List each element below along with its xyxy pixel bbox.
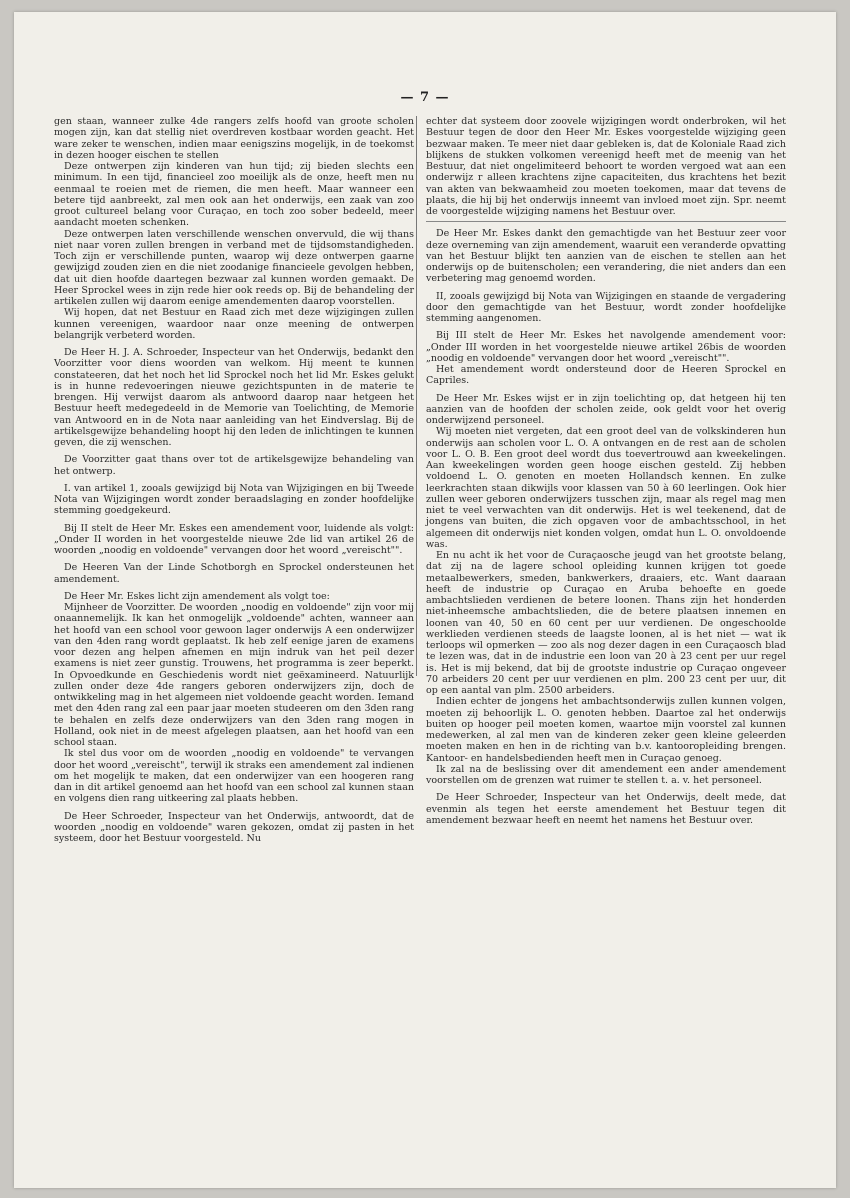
paragraph: De Heer Mr. Eskes wijst er in zijn toelichting op, dat hetgeen hij ten aanzien van de hoofden der scholen zeide, ook geldt voor het overig onderwijzend personeel.	[426, 392, 786, 426]
paragraph: Indien echter de jongens het ambachtsonderwijs zullen kunnen volgen, moeten zij behoorlijk L. O. genoten hebben. Daartoe zal het onderwijs buiten op hooger peil moeten komen, waartoe mijn voorstel zal kunnen medewerken, al zal men van de kinderen zeker geen kleine geleerden moeten maken en hen in de richting van b.v. kantooropleiding brengen. Kantoor- en handelsbedienden heeft men in Curaçao genoeg.	[426, 696, 786, 764]
paragraph: Deze ontwerpen laten verschillende wenschen onvervuld, die wij thans niet naar voren zullen brengen in verband met de tijdsomstandigheden. Toch zijn er verschillende punten, waarop wij deze ontwerpen gaarne gewijzigd zouden zien en die niet zoodanige financieele gevolgen hebben, dat uit dien hoofde daartegen bezwaar zal kunnen worden gemaakt. De Heer Sprockel wees in zijn rede hier ook reeds op. Bij de behandeling der artikelen zullen wij daarom eenige amendementen daarop voorstellen.	[54, 228, 414, 307]
page-number: — 7 —	[400, 90, 450, 105]
paragraph: Het amendement wordt ondersteund door de Heeren Sprockel en Capriles.	[426, 364, 786, 387]
left-column	[54, 116, 414, 844]
paragraph: En nu acht ik het voor de Curaçaosche jeugd van het grootste belang, dat zij na de lagere school opleiding kunnen krijgen tot goede metaalbewerkers, smeden, bankwerkers, draaiers, etc. Want daaraan heeft de industrie op Curaçao en Aruba behoefte en goede ambachtslieden verdienen de betere loonen. Thans zijn het honderden niet-inheemsche ambachtslieden, die de betere plaatsen innemen en loonen van 40, 50 en 60 cent per uur verdienen. De ongeschoolde werklieden verdienen steeds de laagste loonen, al is het niet — wat ik terloops wil opmerken — zoo als nog dezer dagen in een Curaçaosch blad te lezen was, dat in de industrie een loon van 20 à 23 cent per uur regel is. Het is mij bekend, dat bij de grootste industrie op Curaçao ongeveer 70 arbeiders 20 cent per uur verdienen en plm. 200 23 cent per uur, dit op een aantal van plm. 2500 arbeiders.	[426, 550, 786, 696]
paragraph: Bij II stelt de Heer Mr. Eskes een amendement voor, luidende als volgt: „Onder II worden in het voorgestelde nieuwe 2de lid van artikel 26 de woorden „noodig en voldoende" vervangen door het woord „vereischt"".	[54, 522, 414, 556]
paragraph: Mijnheer de Voorzitter. De woorden „noodig en voldoende" zijn voor mij onaannemelijk. Ik kan het onmogelijk „voldoende" achten, wanneer aan het hoofd van een school voor gewoon lager onderwijs A een onderwijzer van den 4den rang wordt geplaatst. Ik heb zelf eenige jaren de examens voor dezen ang helpen afnemen en mijn indruk van het peil dezer examens is niet zeer gunstig. Trouwens, het programma is zeer beperkt. In Opvoedkunde en Geschiedenis wordt niet geëxamineerd. Natuurlijk zullen onder deze 4de rangers geboren onderwijzers zijn, doch de ontwikkeling mag in het algemeen niet voldoende geacht worden. Iemand met den 4den rang zal een paar jaar moeten studeeren om den 3den rang te behalen en zelfs deze onderwijzers van den 3den rang mogen in Holland, ook niet in de meest afgelegen plaatsen, aan het hoofd van een school staan.	[54, 602, 414, 748]
paragraph: Deze ontwerpen zijn kinderen van hun tijd; zij bieden slechts een minimum. In een tijd, financieel zoo moeilijk als de onze, heeft men nu eenmaal te roeien met de riemen, die men heeft. Maar wanneer een betere tijd aanbreekt, zal men ook aan het onderwijs, een zaak van zoo groot cultureel belang voor Curaçao, en toch zoo sober bedeeld, meer aandacht moeten schenken.	[54, 161, 414, 229]
paragraph: Wij hopen, dat net Bestuur en Raad zich met deze wijzigingen zullen kunnen vereenigen, waardoor naar onze meening de ontwerpen belangrijk verbeterd worden.	[54, 307, 414, 341]
paragraph: De Heer Schroeder, Inspecteur van het Onderwijs, deelt mede, dat evenmin als tegen het eerste amendement het Bestuur tegen dit amendement bezwaar heeft en neemt het namens het Bestuur over.	[426, 792, 786, 826]
paragraph: De Heer Mr. Eskes dankt den gemachtigde van het Bestuur zeer voor deze overneming van zijn amendement, waaruit een veranderde opvatting van het Bestuur blijkt ten aanzien van de eischen te stellen aan het onderwijs op de buitenscholen; een verandering, die niet anders dan een verbetering mag genoemd worden.	[426, 228, 786, 285]
section-rule	[426, 221, 786, 222]
paragraph: De Heer H. J. A. Schroeder, Inspecteur van het Onderwijs, bedankt den Voorzitter voor diens woorden van welkom. Hij meent te kunnen constateeren, dat het noch het lid Sprockel noch het lid Mr. Eskes gelukt is in hunne redevoeringen nieuwe gezichtspunten in de materie te brengen. Hij verwijst daarom als antwoord daarop naar hetgeen het Bestuur heeft medegedeeld in de Memorie van Toelichting, de Memorie van Antwoord en in de Nota naar aanleiding van het Eindverslag. Bij de artikelsgewijze behandeling hoopt hij den leden de inlichtingen te kunnen geven, die zij wenschen.	[54, 347, 414, 448]
paragraph: Ik stel dus voor om de woorden „noodig en voldoende" te vervangen door het woord „vereischt", terwijl ik straks een amendement zal indienen om het mogelijk te maken, dat een onderwijzer van een hoogeren rang dan in dit artikel genoemd aan het hoofd van een school zal kunnen staan en volgens dien rang uitkeering zal plaats hebben.	[54, 748, 414, 805]
paragraph: Wij moeten niet vergeten, dat een groot deel van de volkskinderen hun onderwijs aan scholen voor L. O. A ontvangen en de rest aan de scholen voor L. O. B. Een groot deel wordt dus toevertrouwd aan kweekelingen. Aan kweekelingen worden geen hooge eischen gesteld. Zij hebben voldoend L. O. genoten en moeten Hollandsch kennen. En zulke leerkrachten staan dikwijls voor klassen van 50 à 60 leerlingen. Ook hier zullen weer geboren onderwijzers tusschen zijn, maar als regel mag men niet te veel verwachten van dit onderwijs. Het is wel teekenend, dat de jongens van buiten, die zich opgaven voor de ambachtsschool, in het algemeen dit onderwijs niet konden volgen, omdat hun L. O. onvoldoende was.	[426, 426, 786, 550]
right-column	[426, 116, 786, 826]
paragraph: I. van artikel 1, zooals gewijzigd bij Nota van Wijzigingen en bij Tweede Nota van Wijzigingen wordt zonder beraadslaging en zonder hoofdelijke stemming goedgekeurd.	[54, 482, 414, 517]
paragraph: De Heer Mr. Eskes licht zijn amendement als volgt toe:	[64, 590, 330, 602]
column-divider	[416, 116, 417, 676]
paragraph: Ik zal na de beslissing over dit amendement een ander amendement voorstellen om de grenzen wat ruimer te stellen t. a. v. het personeel.	[426, 763, 786, 786]
paragraph: Bij III stelt de Heer Mr. Eskes het navolgende amendement voor: „Onder III worden in het voorgestelde nieuwe artikel 26bis de woorden „noodig en voldoende" vervangen door het woord „vereischt"".	[426, 330, 786, 364]
document-page	[14, 12, 836, 1188]
paragraph: De Heeren Van der Linde Schotborgh en Sprockel ondersteunen het amendement.	[54, 562, 414, 585]
paragraph: gen staan, wanneer zulke 4de rangers zelfs hoofd van groote scholen mogen zijn, kan dat stellig niet overdreven kostbaar worden geacht. Het ware zeker te wenschen, indien maar eenigszins mogelijk, in de toekomst in dezen hooger eischen te stellen	[54, 116, 414, 161]
paragraph: echter dat systeem door zoovele wijzigingen wordt onderbroken, wil het Bestuur tegen de door den Heer Mr. Eskes voorgestelde wijziging geen bezwaar maken. Te meer niet daar gebleken is, dat de Koloniale Raad zich blijkens de stukken volkomen vereenigd heeft met de meenig van het Bestuur, dat niet ongelimiteerd behoort te worden vergoed wat aan een onderwijz r alleen krachtens zijne capaciteiten, dus krachtens het bezit van akten van bekwaamheid zou moeten toekomen, maar dat tevens de plaats, die hij bij het onderwijs inneemt van invloed moet zijn. Spr. neemt de voorgestelde wijziging namens het Bestuur over.	[426, 116, 786, 217]
paragraph: II, zooals gewijzigd bij Nota van Wijzigingen en staande de vergadering door den gemachtigde van het Bestuur, wordt zonder hoofdelijke stemming aangenomen.	[426, 290, 786, 324]
paragraph: De Heer Schroeder, Inspecteur van het Onderwijs, antwoordt, dat de woorden „noodig en voldoende" waren gekozen, omdat zij pasten in het systeem, door het Bestuur voorgesteld. Nu	[54, 810, 414, 844]
paragraph: De Voorzitter gaat thans over tot de artikelsgewijze behandeling van het ontwerp.	[54, 454, 414, 477]
